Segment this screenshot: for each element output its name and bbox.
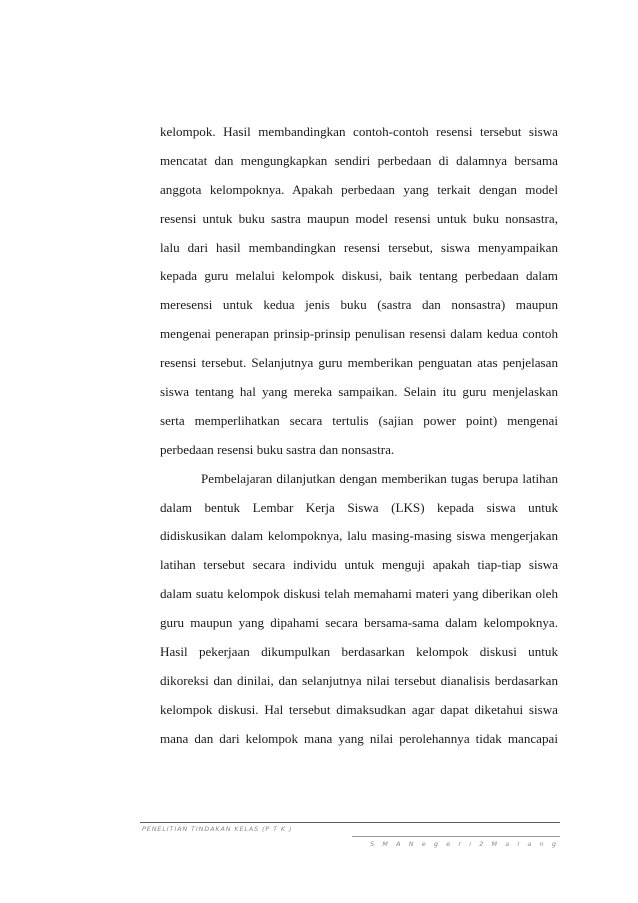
text-line: latihan tersebut secara individu untuk menguji apakah tiap-tiap siswa [160, 557, 558, 573]
paragraph-first-line: Pembelajaran dilanjutkan dengan memberikan tugas berupa latihan [201, 470, 558, 486]
footer-school: S M A N e g e r i 2 M a l a n g [370, 840, 559, 848]
text-line: resensi tersebut. Selanjutnya guru memberikan penguatan atas penjelasan [160, 355, 558, 371]
text-line: lalu dari hasil membandingkan resensi tersebut, siswa menyampaikan [160, 239, 558, 255]
body-text [160, 118, 558, 754]
footer-sub-divider [352, 836, 560, 837]
text-line: kelompok. Hasil membandingkan contoh-contoh resensi tersebut siswa [160, 124, 558, 139]
text-line: didiskusikan dalam kelompoknya, lalu masing-masing siswa mengerjakan [160, 528, 558, 544]
text-line: meresensi untuk kedua jenis buku (sastra dan nonsastra) maupun [160, 297, 558, 313]
footer-divider [140, 822, 560, 823]
footer-title: PENELITIAN TINDAKAN KELAS (P T K ) [142, 825, 293, 833]
text-line: Hasil pekerjaan dikumpulkan berdasarkan kelompok diskusi untuk [160, 644, 558, 660]
text-line: dalam bentuk Lembar Kerja Siswa (LKS) kepada siswa untuk [160, 499, 558, 515]
text-line: anggota kelompoknya. Apakah perbedaan yang terkait dengan model [160, 181, 558, 197]
text-line: guru maupun yang dipahami secara bersama-sama dalam kelompoknya. [160, 615, 558, 631]
text-line: dalam suatu kelompok diskusi telah memahami materi yang diberikan oleh [160, 586, 558, 602]
text-line: mengenai penerapan prinsip-prinsip penulisan resensi dalam kedua contoh [160, 326, 558, 342]
paragraph-end-line: perbedaan resensi buku sastra dan nonsastra. [160, 441, 395, 457]
text-line: kepada guru melalui kelompok diskusi, baik tentang perbedaan dalam [160, 268, 558, 284]
text-line: siswa tentang hal yang mereka sampaikan. Selain itu guru menjelaskan [160, 384, 558, 400]
text-line: mana dan dari kelompok mana yang nilai perolehannya tidak mancapai [160, 730, 558, 746]
text-line: mencatat dan mengungkapkan sendiri perbedaan di dalamnya bersama [160, 152, 558, 168]
text-line: serta memperlihatkan secara tertulis (sajian power point) mengenai [160, 412, 558, 428]
text-line: dikoreksi dan dinilai, dan selanjutnya nilai tersebut dianalisis berdasarkan [160, 672, 558, 688]
text-line: kelompok diskusi. Hal tersebut dimaksudkan agar dapat diketahui siswa [160, 701, 558, 717]
text-line: resensi untuk buku sastra maupun model resensi untuk buku nonsastra, [160, 210, 558, 226]
